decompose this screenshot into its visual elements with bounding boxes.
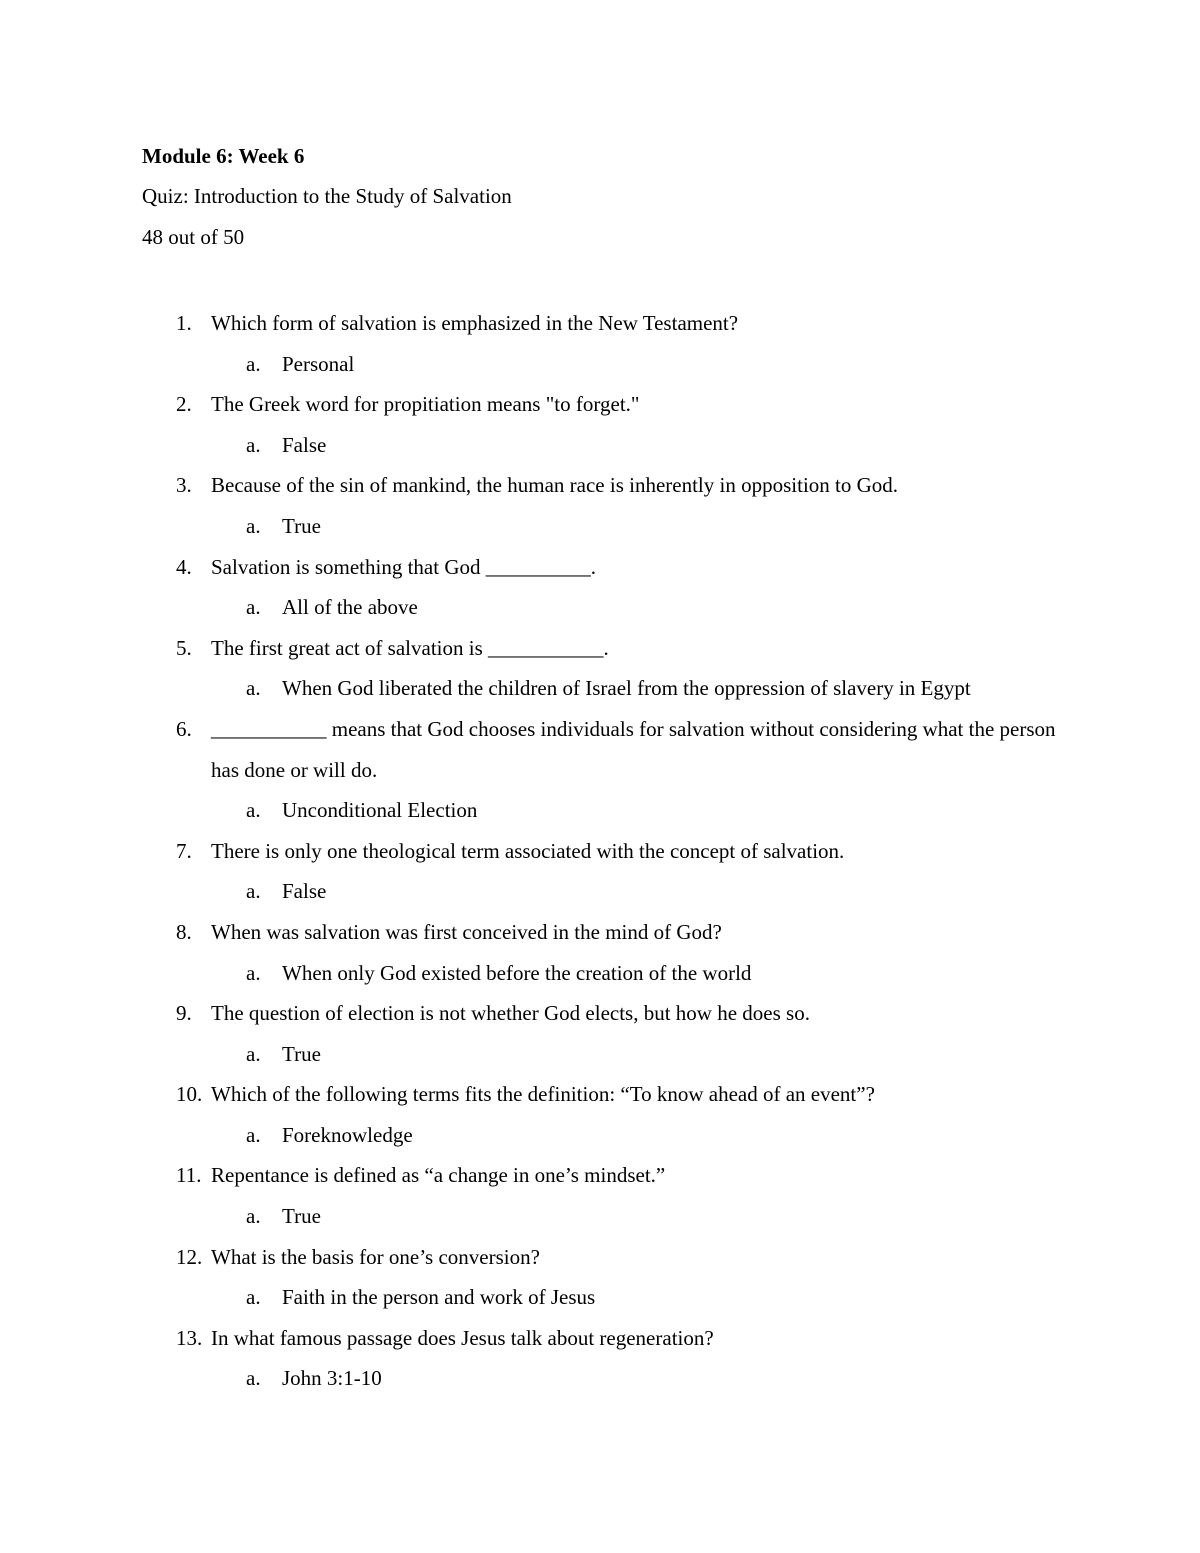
question-number: 13.: [176, 1325, 203, 1350]
answer-letter: a.: [246, 1204, 261, 1229]
answer-letter: a.: [246, 513, 261, 538]
question-text: The question of election is not whether God elects, but how he does so.: [211, 1001, 810, 1026]
question-text: Salvation is something that God __________.: [211, 554, 596, 579]
question-number: 7.: [176, 838, 192, 863]
module-title: Module 6: Week 6: [142, 144, 305, 168]
question-number: 8.: [176, 919, 192, 944]
answer-text: John 3:1-10: [282, 1366, 382, 1391]
question-number: 4.: [176, 554, 192, 579]
question-item: [0, 1155, 1200, 1236]
question-item: [0, 465, 1200, 546]
answer-letter: a.: [246, 1366, 261, 1391]
answer-text: False: [282, 879, 327, 904]
question-text: When was salvation was first conceived in the mind of God?: [211, 919, 722, 944]
question-number: 1.: [176, 311, 192, 335]
answer-text: When only God existed before the creation of the world: [282, 960, 752, 985]
question-number: 5.: [176, 635, 192, 660]
question-number: 9.: [176, 1001, 192, 1026]
question-text: There is only one theological term associated with the concept of salvation.: [211, 838, 845, 863]
answer-letter: a.: [246, 1041, 261, 1066]
answer-text: True: [282, 1041, 321, 1066]
answer-letter: a.: [246, 879, 261, 904]
answer-letter: a.: [246, 960, 261, 985]
question-item: [0, 831, 1200, 912]
question-text: What is the basis for one’s conversion?: [211, 1244, 540, 1269]
answer-text: False: [282, 432, 327, 457]
quiz-title: Quiz: Introduction to the Study of Salvation: [142, 184, 512, 208]
question-item: [0, 303, 1200, 384]
answer-text: Personal: [282, 351, 355, 376]
question-text: Repentance is defined as “a change in one’s mindset.”: [211, 1163, 666, 1188]
quiz-score: 48 out of 50: [142, 225, 245, 249]
question-item: [0, 628, 1200, 709]
question-number: 2.: [176, 392, 192, 417]
question-text: The first great act of salvation is ___________.: [211, 635, 609, 660]
answer-text: True: [282, 1204, 321, 1229]
answer-text: All of the above: [282, 595, 418, 620]
answer-letter: a.: [246, 432, 261, 457]
answer-text: Faith in the person and work of Jesus: [282, 1285, 596, 1310]
answer-text: Unconditional Election: [282, 798, 478, 823]
question-item: [0, 1318, 1200, 1399]
question-text: Which form of salvation is emphasized in the New Testament?: [211, 311, 739, 335]
question-text: Which of the following terms fits the definition: “To know ahead of an event”?: [211, 1082, 875, 1107]
question-text: Because of the sin of mankind, the human race is inherently in opposition to God.: [211, 473, 899, 498]
question-item: [0, 912, 1200, 993]
question-number: 10.: [176, 1082, 203, 1107]
question-number: 11.: [176, 1163, 202, 1188]
question-number: 6.: [176, 716, 192, 741]
question-text: ___________ means that God chooses individuals for salvation without considering what the person has done or will do.: [211, 716, 1056, 782]
question-item: [0, 709, 1200, 831]
question-item: [0, 1074, 1200, 1155]
question-text: In what famous passage does Jesus talk about regeneration?: [211, 1325, 714, 1350]
answer-letter: a.: [246, 351, 261, 376]
question-number: 3.: [176, 473, 192, 498]
answer-letter: a.: [246, 1285, 261, 1310]
answer-letter: a.: [246, 1122, 261, 1147]
answer-letter: a.: [246, 595, 261, 620]
answer-text: True: [282, 513, 321, 538]
question-list: [0, 303, 1200, 1399]
answer-letter: a.: [246, 676, 261, 701]
question-number: 12.: [176, 1244, 203, 1269]
answer-text: When God liberated the children of Israel from the oppression of slavery in Egypt: [282, 676, 971, 701]
question-text: The Greek word for propitiation means "to forget.": [211, 392, 640, 417]
question-item: [0, 547, 1200, 628]
answer-text: Foreknowledge: [282, 1122, 413, 1147]
answer-letter: a.: [246, 798, 261, 823]
question-item: [0, 384, 1200, 465]
question-item: [0, 993, 1200, 1074]
question-item: [0, 1237, 1200, 1318]
